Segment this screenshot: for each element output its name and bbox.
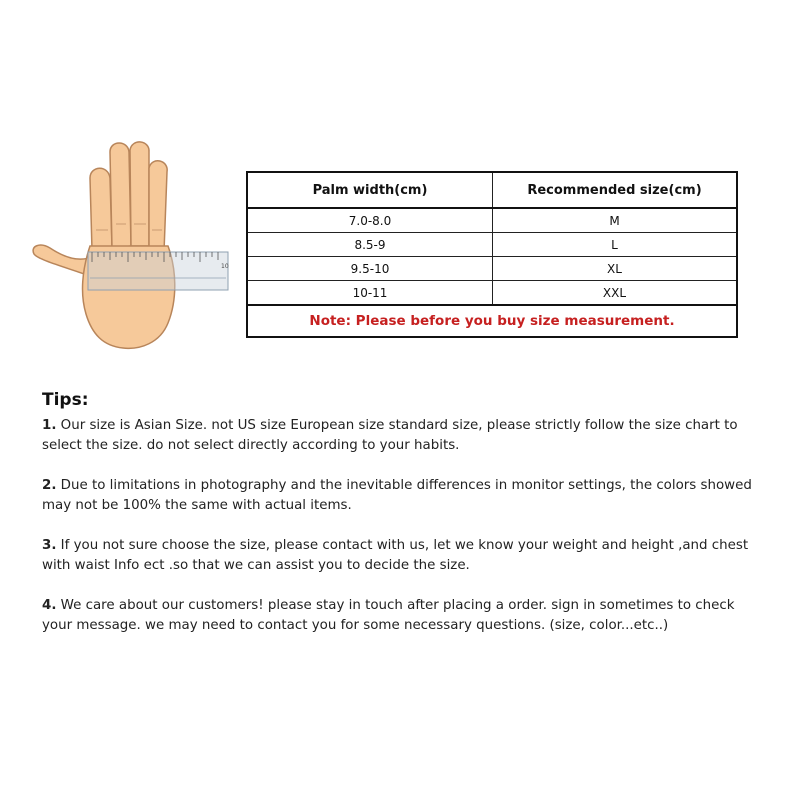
tip-item xyxy=(42,416,762,456)
palm-width-cell: 10-11 xyxy=(247,281,493,306)
tip-text: We care about our customers! please stay in touch after placing a order. sign in sometimes to check your message. we may need to contact you for some necessary questions. (size, color...etc..) xyxy=(42,598,735,633)
hand-icon xyxy=(28,138,233,353)
tip-number: 4. xyxy=(42,598,57,613)
ruler xyxy=(88,252,229,290)
size-chart-table xyxy=(246,171,738,338)
table-header-row xyxy=(247,172,737,208)
tip-text: Due to limitations in photography and the inevitable differences in monitor settings, the colors showed may not be 100% the same with actual items. xyxy=(42,478,752,513)
tips-title: Tips: xyxy=(42,390,89,410)
middle-finger xyxy=(130,142,149,246)
note-row xyxy=(247,305,737,337)
size-cell: XL xyxy=(493,257,738,281)
tip-item xyxy=(42,476,762,516)
tip-text: Our size is Asian Size. not US size European size standard size, please strictly follow the size chart to select the size. do not select directly according to your habits. xyxy=(42,418,738,453)
size-cell: L xyxy=(493,233,738,257)
table-row xyxy=(247,233,737,257)
palm-width-cell: 8.5-9 xyxy=(247,233,493,257)
ring-finger xyxy=(110,143,131,248)
column-header-palm-width: Palm width(cm) xyxy=(247,172,493,208)
ruler-end-label: 10 xyxy=(221,263,229,270)
table-row xyxy=(247,281,737,306)
column-header-recommended-size: Recommended size(cm) xyxy=(493,172,738,208)
tip-text: If you not sure choose the size, please contact with us, let we know your weight and height ,and chest with waist Info ect .so that we can assist you to decide the size. xyxy=(42,538,749,573)
tips-section xyxy=(42,388,762,656)
tip-item xyxy=(42,536,762,576)
size-cell: XXL xyxy=(493,281,738,306)
tip-item xyxy=(42,596,762,636)
size-cell: M xyxy=(493,208,738,233)
palm-width-cell: 7.0-8.0 xyxy=(247,208,493,233)
pinky-finger xyxy=(90,168,112,250)
index-finger xyxy=(149,161,167,252)
table-row xyxy=(247,257,737,281)
table-row xyxy=(247,208,737,233)
tip-number: 3. xyxy=(42,538,57,553)
tip-number: 2. xyxy=(42,478,57,493)
measurement-note: Note: Please before you buy size measurement. xyxy=(247,305,737,337)
hand-measurement-illustration xyxy=(28,138,233,353)
tip-number: 1. xyxy=(42,418,57,433)
palm-width-cell: 9.5-10 xyxy=(247,257,493,281)
